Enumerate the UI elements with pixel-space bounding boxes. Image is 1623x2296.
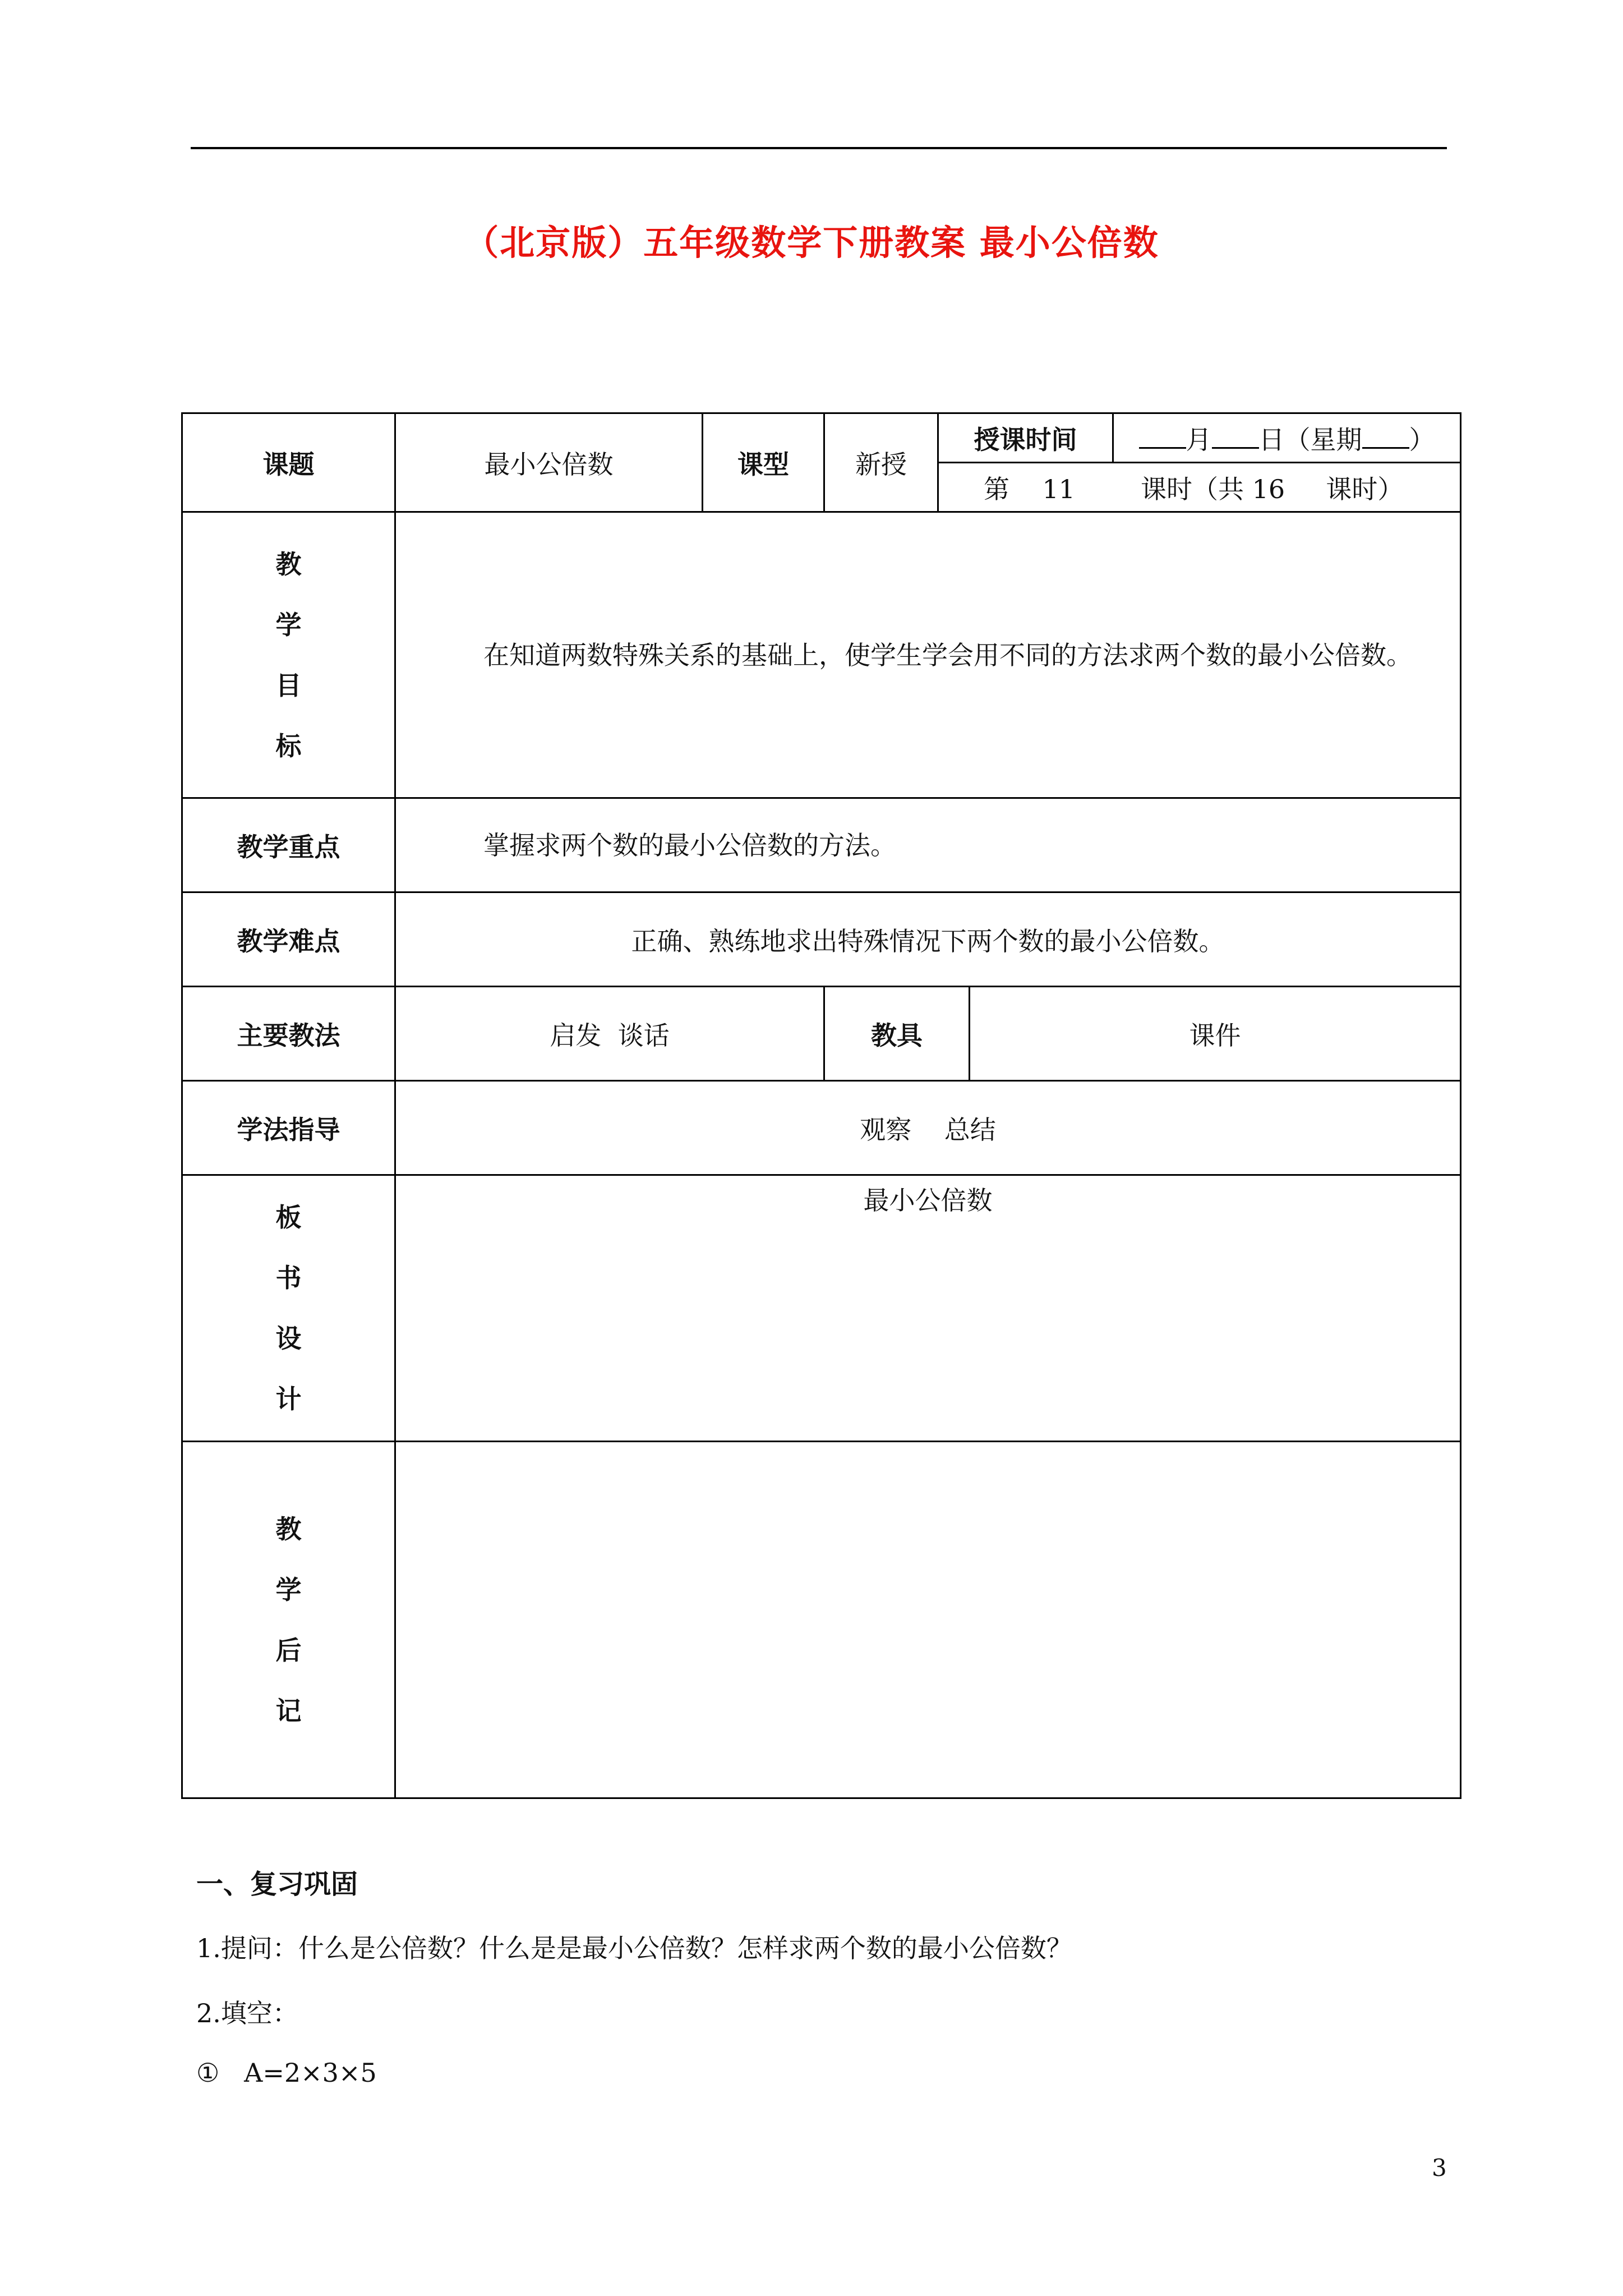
goal-label: 教 学 目 标 bbox=[182, 512, 395, 798]
goal-text: 在知道两数特殊关系的基础上，使学生学会用不同的方法求两个数的最小公倍数。 bbox=[483, 639, 1412, 670]
method-label: 主要教法 bbox=[182, 987, 395, 1081]
page-number: 3 bbox=[1432, 2154, 1447, 2182]
notes-label: 教 学 后 记 bbox=[182, 1442, 395, 1798]
lesson-keshi: 课时（共 bbox=[1141, 473, 1244, 504]
tools-label: 教具 bbox=[824, 987, 970, 1081]
day-suffix: 日（星期 bbox=[1258, 424, 1362, 455]
lesson-number: 11 bbox=[1042, 473, 1076, 504]
date-field bbox=[1113, 413, 1461, 463]
board-text: 最小公倍数 bbox=[863, 1185, 993, 1216]
lesson-di: 第 bbox=[984, 473, 1009, 504]
board-label: 板 书 设 计 bbox=[182, 1175, 395, 1442]
goal-cell bbox=[395, 512, 1461, 798]
header-rule bbox=[191, 147, 1447, 149]
difficulty-label: 教学难点 bbox=[182, 892, 395, 987]
lesson-end: 课时） bbox=[1326, 473, 1404, 504]
board-cell bbox=[395, 1175, 1461, 1442]
section-review-title: 一、复习巩固 bbox=[196, 1869, 358, 1900]
month-suffix: 月 bbox=[1186, 424, 1212, 455]
keypoint-label: 教学重点 bbox=[182, 798, 395, 892]
time-label: 授课时间 bbox=[938, 413, 1113, 463]
question-3: ① A=2×3×5 bbox=[196, 2058, 377, 2088]
lesson-total: 16 bbox=[1252, 473, 1285, 504]
lesson-count bbox=[938, 463, 1461, 512]
keypoint-text: 掌握求两个数的最小公倍数的方法。 bbox=[483, 830, 896, 861]
study-value: 观察 总结 bbox=[395, 1081, 1461, 1175]
type-label: 课型 bbox=[703, 413, 824, 512]
document-title: （北京版）五年级数学下册教案 最小公倍数 bbox=[464, 222, 1159, 263]
difficulty-text: 正确、熟练地求出特殊情况下两个数的最小公倍数。 bbox=[395, 892, 1461, 987]
type-value: 新授 bbox=[824, 413, 938, 512]
keypoint-cell bbox=[395, 798, 1461, 892]
topic-value: 最小公倍数 bbox=[395, 413, 703, 512]
notes-cell bbox=[395, 1442, 1461, 1798]
study-label: 学法指导 bbox=[182, 1081, 395, 1175]
date-close: ） bbox=[1409, 424, 1435, 455]
weekday-blank bbox=[1362, 422, 1409, 449]
lesson-plan-table bbox=[181, 412, 1461, 1799]
question-2: 2.填空： bbox=[196, 1998, 298, 2028]
day-blank bbox=[1212, 422, 1259, 449]
method-value: 启发 谈话 bbox=[395, 987, 824, 1081]
month-blank bbox=[1139, 422, 1186, 449]
tools-value: 课件 bbox=[970, 987, 1461, 1081]
question-1: 1.提问：什么是公倍数？什么是是最小公倍数？怎样求两个数的最小公倍数？ bbox=[196, 1933, 1072, 1963]
topic-label: 课题 bbox=[182, 413, 395, 512]
